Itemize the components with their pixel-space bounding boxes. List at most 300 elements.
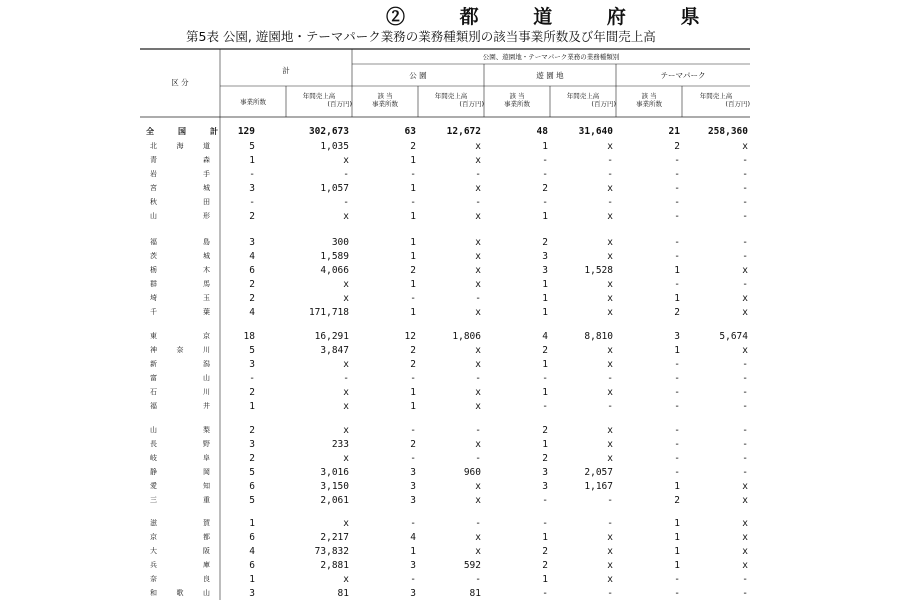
- cell-value: 2: [542, 560, 548, 571]
- row-label: 大 阪: [150, 547, 210, 555]
- table-row: [0, 531, 900, 544]
- cell-value: x: [607, 387, 613, 398]
- cell-value: 233: [331, 439, 349, 450]
- cell-value: -: [542, 373, 548, 384]
- cell-value: 1,167: [584, 481, 613, 492]
- cell-value: 2: [542, 425, 548, 436]
- row-label: 茨 城: [150, 252, 210, 260]
- cell-value: 1: [542, 532, 548, 543]
- cell-value: 3: [249, 237, 255, 248]
- cell-value: 81: [469, 588, 481, 599]
- cell-value: -: [410, 453, 416, 464]
- cell-value: -: [742, 169, 748, 180]
- cell-value: 1: [674, 345, 680, 356]
- cell-value: 3: [542, 481, 548, 492]
- cell-value: -: [607, 588, 613, 599]
- cell-value: x: [607, 560, 613, 571]
- cell-value: x: [343, 574, 349, 585]
- cell-value: -: [674, 574, 680, 585]
- cell-value: -: [542, 588, 548, 599]
- cell-value: x: [343, 293, 349, 304]
- cell-value: 1: [542, 439, 548, 450]
- cell-value: -: [674, 169, 680, 180]
- row-label: 京 都: [150, 533, 210, 541]
- cell-value: 4: [249, 546, 255, 557]
- cell-value: -: [674, 387, 680, 398]
- cell-value: -: [475, 169, 481, 180]
- cell-value: 5: [249, 345, 255, 356]
- cell-value: 1: [410, 546, 416, 557]
- cell-value: 1: [410, 237, 416, 248]
- cell-value: 2: [249, 279, 255, 290]
- table-row: [0, 466, 900, 479]
- cell-value: x: [343, 518, 349, 529]
- cell-value: -: [343, 169, 349, 180]
- cell-value: 1,589: [320, 251, 349, 262]
- park-eligible-header: 該 当 事業所数: [372, 92, 398, 108]
- row-label: 滋 賀: [150, 519, 210, 527]
- cell-value: 2,881: [320, 560, 349, 571]
- cell-value: 3: [542, 467, 548, 478]
- cell-value: x: [343, 387, 349, 398]
- row-label: 和 歌 山: [150, 589, 210, 597]
- cell-value: 5: [249, 495, 255, 506]
- table-title: 第5表 公園, 遊園地・テーマパーク業務の業務種類別の該当事業所数及び年間売上高: [186, 29, 656, 44]
- table-row: [0, 480, 900, 493]
- row-label: 愛 知: [150, 482, 210, 490]
- cell-value: x: [742, 293, 748, 304]
- table-row: [0, 372, 900, 385]
- row-label: 山 形: [150, 212, 210, 220]
- cell-value: 2: [249, 387, 255, 398]
- cell-value: -: [542, 155, 548, 166]
- cell-value: x: [742, 481, 748, 492]
- cell-value: 3: [249, 588, 255, 599]
- cell-value: x: [742, 345, 748, 356]
- cell-value: -: [742, 155, 748, 166]
- cell-value: -: [674, 588, 680, 599]
- cell-value: x: [475, 401, 481, 412]
- cell-value: -: [674, 251, 680, 262]
- row-label: 北 海 道: [150, 142, 210, 150]
- cell-value: x: [607, 237, 613, 248]
- cell-value: -: [674, 453, 680, 464]
- row-label: 長 野: [150, 440, 210, 448]
- cell-value: 5: [249, 141, 255, 152]
- cell-value: 4: [542, 331, 548, 342]
- cell-value: 1: [674, 293, 680, 304]
- cell-value: -: [410, 373, 416, 384]
- table-row: [0, 182, 900, 195]
- row-label: 新 潟: [150, 360, 210, 368]
- table-row: [0, 424, 900, 437]
- cell-value: x: [607, 251, 613, 262]
- cell-value: -: [542, 518, 548, 529]
- cell-value: 1: [410, 387, 416, 398]
- cell-value: -: [475, 293, 481, 304]
- cell-value: 4: [249, 307, 255, 318]
- row-label: 山 梨: [150, 426, 210, 434]
- table-row: [0, 306, 900, 319]
- row-label: 富 山: [150, 374, 210, 382]
- amusement-sales-header: 年間売上高 (百万円): [566, 92, 616, 108]
- cell-value: -: [607, 197, 613, 208]
- cell-value: 1: [542, 293, 548, 304]
- row-label: 神 奈 川: [150, 346, 210, 354]
- cell-value: x: [343, 279, 349, 290]
- cell-value: -: [249, 373, 255, 384]
- table-row: [0, 140, 900, 153]
- cell-value: x: [742, 560, 748, 571]
- cell-value: -: [742, 279, 748, 290]
- cell-value: -: [674, 211, 680, 222]
- cell-value: 6: [249, 265, 255, 276]
- cell-value: x: [607, 211, 613, 222]
- cell-value: x: [742, 141, 748, 152]
- cell-value: -: [742, 588, 748, 599]
- cell-value: -: [742, 211, 748, 222]
- theme-header: テーマパーク: [660, 71, 706, 80]
- cell-value: -: [475, 574, 481, 585]
- cell-value: -: [607, 169, 613, 180]
- cell-value: 2: [410, 359, 416, 370]
- cell-value: 6: [249, 532, 255, 543]
- cell-value: 2: [674, 307, 680, 318]
- cell-value: x: [475, 183, 481, 194]
- table-row: [0, 250, 900, 263]
- cell-value: -: [410, 293, 416, 304]
- cell-value: 2: [542, 237, 548, 248]
- cell-value: 1: [410, 251, 416, 262]
- table-row: [0, 559, 900, 572]
- cell-value: x: [607, 359, 613, 370]
- cell-value: -: [674, 401, 680, 412]
- cell-value: 1: [674, 546, 680, 557]
- cell-value: -: [674, 439, 680, 450]
- cell-value: 8,810: [584, 331, 613, 342]
- cell-value: x: [343, 359, 349, 370]
- cell-value: -: [674, 237, 680, 248]
- cell-value: x: [607, 439, 613, 450]
- cell-value: x: [607, 141, 613, 152]
- cell-value: 1: [410, 183, 416, 194]
- cell-value: -: [742, 387, 748, 398]
- cell-value: x: [343, 401, 349, 412]
- cell-value: 1: [249, 401, 255, 412]
- cell-value: x: [607, 546, 613, 557]
- cell-value: -: [742, 453, 748, 464]
- cell-value: -: [742, 574, 748, 585]
- cell-value: -: [475, 518, 481, 529]
- cell-value: 3: [410, 588, 416, 599]
- cell-value: x: [475, 439, 481, 450]
- cell-value: 31,640: [578, 126, 613, 137]
- cell-value: x: [475, 359, 481, 370]
- cell-value: 1: [410, 307, 416, 318]
- cell-value: 1: [249, 155, 255, 166]
- cell-value: -: [249, 197, 255, 208]
- cell-value: 1: [410, 155, 416, 166]
- cell-value: 2,057: [584, 467, 613, 478]
- row-label: 岐 阜: [150, 454, 210, 462]
- row-label: 福 島: [150, 238, 210, 246]
- cell-value: -: [475, 373, 481, 384]
- cell-value: 1: [542, 359, 548, 370]
- cell-value: 2: [249, 425, 255, 436]
- park-sales-header: 年間売上高 (百万円): [434, 92, 484, 108]
- table-row: [0, 292, 900, 305]
- row-label: 全 国 計: [146, 127, 218, 136]
- amusement-eligible-header: 該 当 事業所数: [504, 92, 530, 108]
- cell-value: 2: [542, 546, 548, 557]
- cell-value: 1: [542, 387, 548, 398]
- table-row: [0, 386, 900, 399]
- cell-value: -: [674, 279, 680, 290]
- cell-value: x: [742, 307, 748, 318]
- row-label: 栃 木: [150, 266, 210, 274]
- row-label: 静 岡: [150, 468, 210, 476]
- cell-value: 1,035: [320, 141, 349, 152]
- cell-value: -: [674, 183, 680, 194]
- cell-value: 592: [463, 560, 481, 571]
- row-label: 兵 庫: [150, 561, 210, 569]
- row-label: 青 森: [150, 156, 210, 164]
- cell-value: 73,832: [314, 546, 349, 557]
- cell-value: 1: [542, 574, 548, 585]
- cell-value: -: [475, 453, 481, 464]
- section-heading: ② 都 道 府 県: [386, 6, 724, 28]
- cell-value: 1: [542, 141, 548, 152]
- row-label: 三 重: [150, 496, 210, 504]
- park-header: 公 園: [409, 71, 427, 80]
- cell-value: x: [607, 425, 613, 436]
- group-header: 公園、遊園地・テーマパーク業務の業務種類別: [482, 53, 620, 61]
- table-row: [0, 278, 900, 291]
- cell-value: -: [674, 359, 680, 370]
- cell-value: 300: [331, 237, 349, 248]
- cell-value: -: [742, 251, 748, 262]
- cell-value: -: [475, 425, 481, 436]
- table-row: [0, 452, 900, 465]
- cell-value: 5,674: [719, 331, 748, 342]
- cell-value: 3,150: [320, 481, 349, 492]
- cell-value: x: [475, 141, 481, 152]
- cell-value: -: [674, 155, 680, 166]
- cell-value: -: [542, 197, 548, 208]
- row-label: 石 川: [150, 388, 210, 396]
- cell-value: 1: [249, 518, 255, 529]
- cell-value: 3: [410, 560, 416, 571]
- cell-value: 4: [249, 251, 255, 262]
- cell-value: 1,806: [452, 331, 481, 342]
- row-label: 千 葉: [150, 308, 210, 316]
- cell-value: -: [607, 495, 613, 506]
- cell-value: x: [475, 495, 481, 506]
- cell-value: x: [607, 345, 613, 356]
- table-row: [0, 587, 900, 600]
- cell-value: -: [607, 155, 613, 166]
- cell-value: 1: [410, 401, 416, 412]
- row-label: 群 馬: [150, 280, 210, 288]
- row-label: 奈 良: [150, 575, 210, 583]
- cell-value: 3: [410, 467, 416, 478]
- cell-value: 2: [674, 495, 680, 506]
- cell-value: 18: [243, 331, 255, 342]
- cell-value: 6: [249, 481, 255, 492]
- cell-value: 2: [542, 345, 548, 356]
- cell-value: x: [742, 546, 748, 557]
- table-row: [0, 210, 900, 223]
- cell-value: 5: [249, 467, 255, 478]
- cell-value: x: [607, 574, 613, 585]
- cell-value: 1,057: [320, 183, 349, 194]
- row-label: 秋 田: [150, 198, 210, 206]
- cell-value: -: [410, 518, 416, 529]
- cell-value: x: [475, 546, 481, 557]
- cell-value: -: [742, 373, 748, 384]
- cell-value: x: [475, 211, 481, 222]
- cell-value: 960: [463, 467, 481, 478]
- table-row: [0, 545, 900, 558]
- cell-value: 1: [674, 532, 680, 543]
- cell-value: -: [674, 467, 680, 478]
- table-row: [0, 573, 900, 586]
- cell-value: 1: [674, 265, 680, 276]
- cell-value: x: [607, 183, 613, 194]
- theme-sales-header: 年間売上高 (百万円): [699, 92, 750, 108]
- cell-value: -: [742, 183, 748, 194]
- cell-value: x: [475, 307, 481, 318]
- cell-value: -: [542, 401, 548, 412]
- cell-value: 4,066: [320, 265, 349, 276]
- cell-value: 63: [404, 126, 416, 137]
- cell-value: x: [475, 481, 481, 492]
- table-row: [0, 344, 900, 357]
- cell-value: 3: [249, 439, 255, 450]
- cell-value: -: [674, 373, 680, 384]
- row-label: 岩 手: [150, 170, 210, 178]
- table-row: [0, 358, 900, 371]
- cell-value: -: [343, 197, 349, 208]
- cell-value: x: [475, 155, 481, 166]
- cell-value: 3,016: [320, 467, 349, 478]
- cell-value: -: [410, 169, 416, 180]
- total-header: 計: [282, 66, 290, 75]
- total-establishments-header: 事業所数: [240, 98, 266, 106]
- cell-value: x: [475, 279, 481, 290]
- cell-value: 2: [249, 453, 255, 464]
- cell-value: 2: [542, 183, 548, 194]
- cell-value: x: [607, 279, 613, 290]
- cell-value: x: [475, 265, 481, 276]
- table-row: [0, 517, 900, 530]
- table-row: [0, 264, 900, 277]
- cell-value: x: [475, 251, 481, 262]
- cell-value: -: [249, 169, 255, 180]
- cell-value: 2: [249, 293, 255, 304]
- cell-value: x: [475, 345, 481, 356]
- cell-value: 1,528: [584, 265, 613, 276]
- cell-value: 1: [249, 574, 255, 585]
- row-label: 東 京: [150, 332, 210, 340]
- cell-value: x: [607, 532, 613, 543]
- cell-value: 1: [674, 560, 680, 571]
- table-row: [0, 438, 900, 451]
- cell-value: 12,672: [446, 126, 481, 137]
- cell-value: 2: [249, 211, 255, 222]
- cell-value: 48: [536, 126, 548, 137]
- cell-value: -: [343, 373, 349, 384]
- cell-value: 2: [674, 141, 680, 152]
- table-row: [0, 168, 900, 181]
- table-row: [0, 236, 900, 249]
- cell-value: 3: [542, 251, 548, 262]
- cell-value: 1: [542, 211, 548, 222]
- cell-value: -: [607, 373, 613, 384]
- cell-value: 2,061: [320, 495, 349, 506]
- cell-value: 6: [249, 560, 255, 571]
- table-row: [0, 154, 900, 167]
- cell-value: 258,360: [707, 126, 748, 137]
- cell-value: 3: [249, 359, 255, 370]
- cell-value: 1: [542, 307, 548, 318]
- cell-value: 16,291: [314, 331, 349, 342]
- cell-value: x: [343, 211, 349, 222]
- cell-value: 1: [674, 518, 680, 529]
- cell-value: -: [674, 197, 680, 208]
- cell-value: -: [607, 401, 613, 412]
- cell-value: x: [475, 237, 481, 248]
- cell-value: 12: [404, 331, 416, 342]
- cell-value: 3: [542, 265, 548, 276]
- cell-value: 2: [542, 453, 548, 464]
- cell-value: 3,847: [320, 345, 349, 356]
- cell-value: x: [607, 293, 613, 304]
- cell-value: -: [742, 197, 748, 208]
- cell-value: x: [742, 265, 748, 276]
- cell-value: -: [410, 425, 416, 436]
- cell-value: 3: [249, 183, 255, 194]
- cell-value: -: [742, 439, 748, 450]
- cell-value: 2: [410, 141, 416, 152]
- table-row: [0, 125, 900, 138]
- row-label: 埼 玉: [150, 294, 210, 302]
- cell-value: -: [674, 425, 680, 436]
- cell-value: -: [410, 574, 416, 585]
- cell-value: 2: [410, 265, 416, 276]
- row-label: 福 井: [150, 402, 210, 410]
- theme-eligible-header: 該 当 事業所数: [636, 92, 662, 108]
- cell-value: -: [742, 359, 748, 370]
- cell-value: -: [542, 169, 548, 180]
- cell-value: 4: [410, 532, 416, 543]
- cell-value: 302,673: [308, 126, 349, 137]
- cell-value: 2: [410, 439, 416, 450]
- cell-value: 3: [410, 481, 416, 492]
- cell-value: 81: [337, 588, 349, 599]
- table-row: [0, 196, 900, 209]
- cell-value: 1: [410, 279, 416, 290]
- table-row: [0, 400, 900, 413]
- cell-value: -: [742, 237, 748, 248]
- cell-value: -: [607, 518, 613, 529]
- table-row: [0, 494, 900, 507]
- cell-value: 1: [542, 279, 548, 290]
- cell-value: -: [742, 425, 748, 436]
- cell-value: x: [343, 155, 349, 166]
- cell-value: 2: [410, 345, 416, 356]
- cell-value: -: [475, 197, 481, 208]
